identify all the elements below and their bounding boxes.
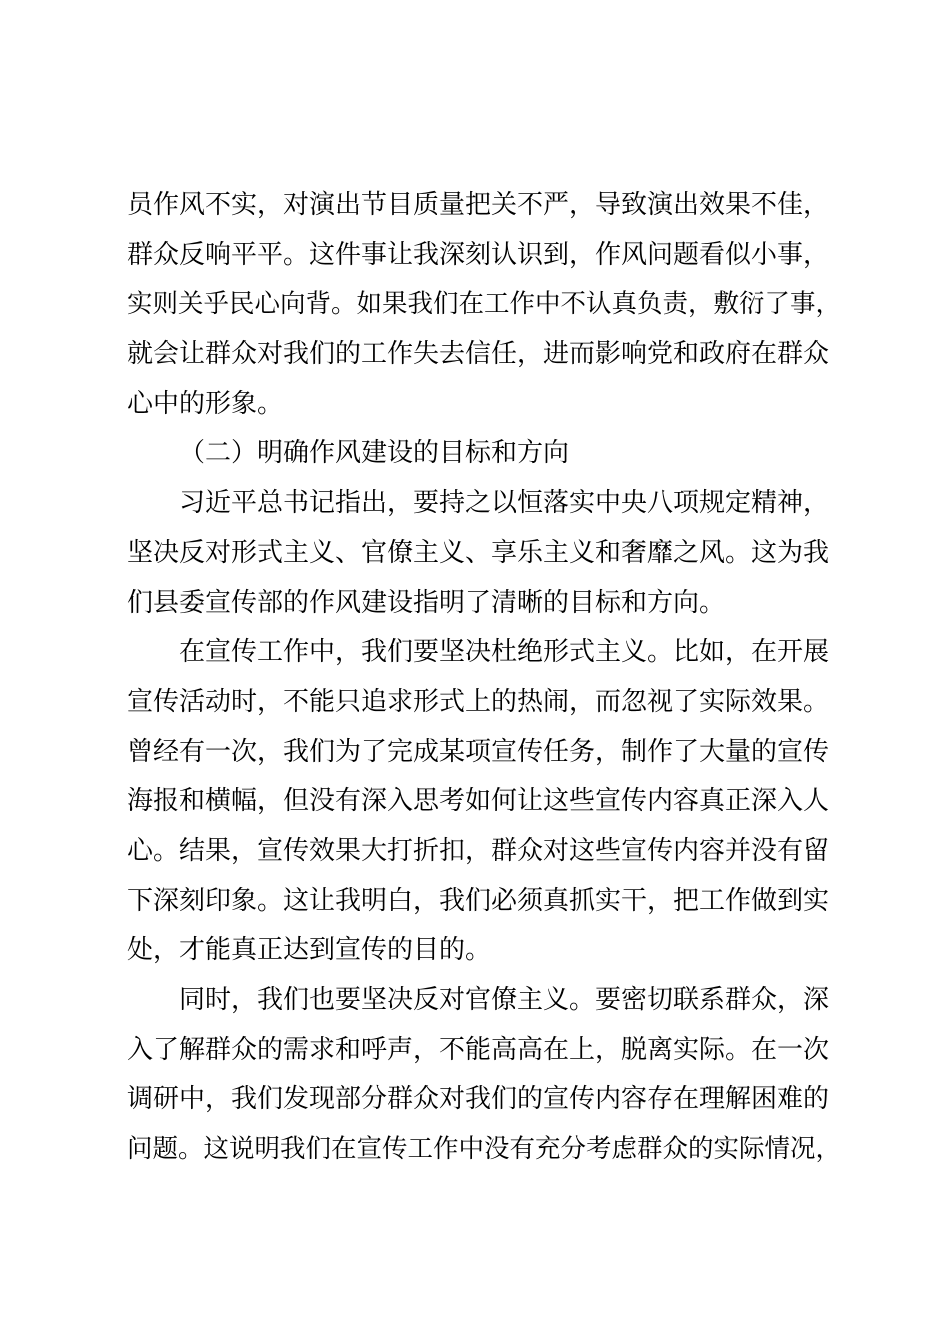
text-line: 坚决反对形式主义、官僚主义、享乐主义和奢靡之风。这为我 [127, 537, 830, 568]
document-body [127, 181, 847, 1175]
text-line: 入了解群众的需求和呼声，不能高高在上，脱离实际。在一次 [127, 1034, 830, 1065]
text-line: 调研中，我们发现部分群众对我们的宣传内容存在理解困难的 [127, 1084, 830, 1115]
paragraph-first-line: 习近平总书记指出，要持之以恒落实中央八项规定精神， [179, 488, 830, 519]
section-heading: （二）明确作风建设的目标和方向 [179, 438, 570, 469]
text-line: 实则关乎民心向背。如果我们在工作中不认真负责，敷衍了事， [127, 289, 842, 320]
text-line: 下深刻印象。这让我明白，我们必须真抓实干，把工作做到实 [127, 885, 830, 916]
paragraph-first-line: 在宣传工作中，我们要坚决杜绝形式主义。比如，在开展 [179, 637, 830, 668]
text-line: 心中的形象。 [127, 388, 284, 419]
text-line: 员作风不实，对演出节目质量把关不严，导致演出效果不佳， [127, 190, 830, 220]
text-line: 们县委宣传部的作风建设指明了清晰的目标和方向。 [127, 587, 726, 618]
text-line: 曾经有一次，我们为了完成某项宣传任务，制作了大量的宣传 [127, 736, 830, 767]
paragraph-first-line: 同时，我们也要坚决反对官僚主义。要密切联系群众，深 [179, 985, 830, 1015]
text-line: 宣传活动时，不能只追求形式上的热闹，而忽视了实际效果。 [127, 686, 830, 717]
text-line: 问题。这说明我们在宣传工作中没有充分考虑群众的实际情况， [127, 1134, 842, 1165]
text-line: 心。结果，宣传效果大打折扣，群众对这些宣传内容并没有留 [127, 835, 830, 866]
text-line: 就会让群众对我们的工作失去信任，进而影响党和政府在群众 [127, 339, 830, 370]
text-line: 处，才能真正达到宣传的目的。 [127, 935, 492, 966]
text-line: 海报和横幅，但没有深入思考如何让这些宣传内容真正深入人 [127, 786, 830, 817]
text-line: 群众反响平平。这件事让我深刻认识到，作风问题看似小事， [127, 239, 830, 270]
